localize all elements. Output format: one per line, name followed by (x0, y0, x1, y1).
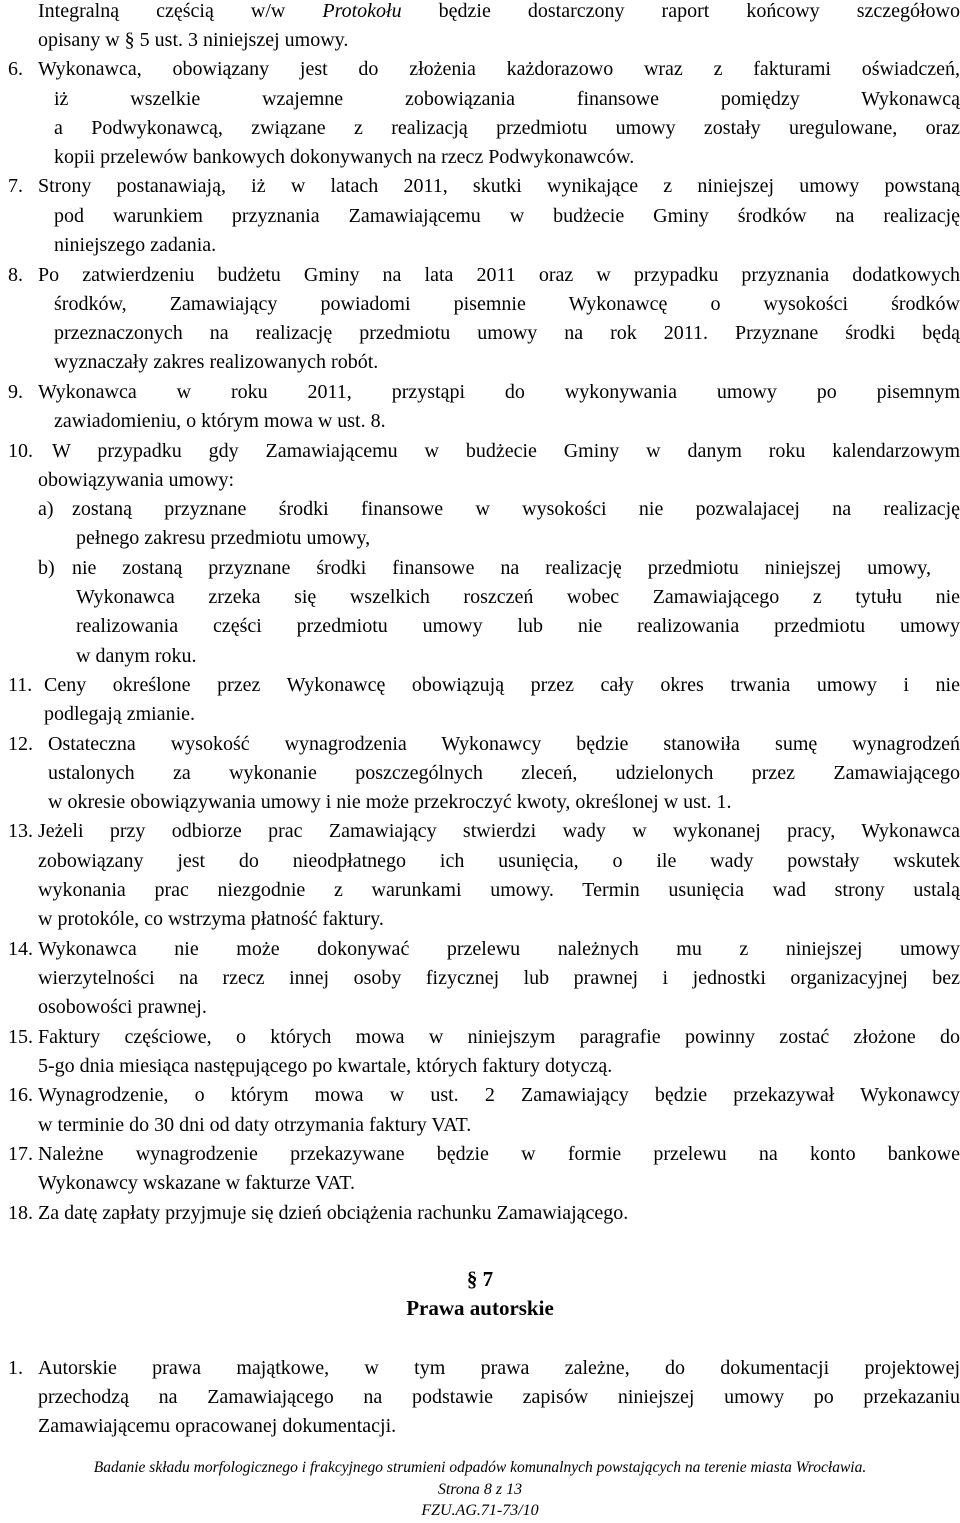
item-number: 14. (8, 938, 33, 960)
item-line: pod warunkiem przyznania Zamawiającemu w budżecie Gminy środków na realizację (54, 205, 960, 227)
item-number: 10. (8, 440, 33, 462)
continuation-line: opisany w § 5 ust. 3 niniejszej umowy. (38, 29, 349, 51)
item-line: Wykonawca w roku 2011, przystąpi do wykonywania umowy po pisemnym (38, 381, 960, 403)
item-line: obowiązywania umowy: (38, 469, 235, 491)
item-line: przechodzą na Zamawiającego na podstawie zapisów niniejszej umowy po przekazaniu (38, 1386, 960, 1408)
item-line: Ceny określone przez Wykonawcę obowiązują przez cały okres trwania umowy i nie (44, 674, 960, 696)
section-number: § 7 (466, 1267, 494, 1291)
footer-reference: FZU.AG.71-73/10 (421, 1502, 539, 1519)
sub-item-line: Wykonawca zrzeka się wszelkich roszczeń wobec Zamawiającego z tytułu nie (76, 586, 960, 608)
item-line: podlegają zmianie. (44, 703, 196, 725)
item-number: 13. (8, 820, 33, 842)
item-number: 18. (8, 1202, 33, 1224)
item-line: kopii przelewów bankowych dokonywanych na rzecz Podwykonawców. (54, 146, 635, 168)
item-line: wykonania prac niezgodnie z warunkami umowy. Termin usunięcia wad strony ustalą (38, 879, 960, 901)
footer-title: Badanie składu morfologicznego i frakcyjnego strumieni odpadów komunalnych powstających na terenie miasta Wrocławia. (93, 1459, 867, 1476)
sub-item-line: realizowania części przedmiotu umowy lub nie realizowania przedmiotu umowy (76, 615, 960, 637)
item-line: niniejszego zadania. (54, 234, 217, 256)
item-number: 11. (8, 674, 33, 696)
item-number: 17. (8, 1143, 33, 1165)
item-line: środków, Zamawiający powiadomi pisemnie Wykonawcę o wysokości środków (54, 293, 960, 315)
sub-item-label: b) (38, 557, 55, 579)
item-line: zobowiązany jest do nieodpłatnego ich usunięcia, o ile wady powstały wskutek (38, 850, 960, 872)
item-line: w protokóle, co wstrzyma płatność faktury. (38, 908, 384, 930)
item-line: 5-go dnia miesiąca następującego po kwartale, których faktury dotyczą. (38, 1055, 613, 1077)
item-line: wierzytelności na rzecz innej osoby fizycznej lub prawnej i jednostki organizacyjnej bez (38, 967, 960, 989)
item-number: 9. (8, 381, 23, 403)
item-line: iż wszelkie wzajemne zobowiązania finansowe pomiędzy Wykonawcą (54, 88, 960, 110)
item-line: Wynagrodzenie, o którym mowa w ust. 2 Zamawiający będzie przekazywał Wykonawcy (38, 1084, 960, 1106)
item-line: przeznaczonych na realizację przedmiotu umowy na rok 2011. Przyznane środki będą (54, 322, 960, 344)
item-line: Jeżeli przy odbiorze prac Zamawiający stwierdzi wady w wykonanej pracy, Wykonawca (38, 820, 960, 842)
sub-item-label: a) (38, 498, 54, 520)
item-line: w okresie obowiązywania umowy i nie może przekroczyć kwoty, określonej w ust. 1. (48, 791, 732, 813)
item-line: zawiadomieniu, o którym mowa w ust. 8. (54, 410, 386, 432)
item-line: Za datę zapłaty przyjmuje się dzień obciążenia rachunku Zamawiającego. (38, 1202, 629, 1224)
continuation-line: Integralną częścią w/w Protokołu będzie dostarczony raport końcowy szczegółowo (38, 0, 960, 22)
sub-item-line: nie zostaną przyznane środki finansowe na realizację przedmiotu niniejszej umowy, (72, 557, 931, 579)
item-line: Po zatwierdzeniu budżetu Gminy na lata 2011 oraz w przypadku przyznania dodatkowych (38, 264, 960, 286)
item-line: W przypadku gdy Zamawiającemu w budżecie Gminy w danym roku kalendarzowym (52, 440, 960, 462)
item-line: a Podwykonawcą, związane z realizacją przedmiotu umowy zostały uregulowane, oraz (54, 117, 960, 139)
item-line: Należne wynagrodzenie przekazywane będzie w formie przelewu na konto bankowe (38, 1143, 960, 1165)
item-line: osobowości prawnej. (38, 996, 207, 1018)
item-line: Strony postanawiają, iż w latach 2011, skutki wynikające z niniejszej umowy powstaną (38, 175, 960, 197)
item-number: 15. (8, 1026, 33, 1048)
item-line: Zamawiającemu opracowanej dokumentacji. (38, 1415, 397, 1437)
item-line: Wykonawca, obowiązany jest do złożenia każdorazowo wraz z fakturami oświadczeń, (38, 58, 960, 80)
footer-page-number: Strona 8 z 13 (437, 1481, 523, 1498)
sub-item-line: pełnego zakresu przedmiotu umowy, (76, 527, 371, 549)
item-number: 1. (8, 1357, 23, 1379)
item-line: ustalonych za wykonanie poszczególnych zleceń, udzielonych przez Zamawiającego (48, 762, 960, 784)
item-line: Wykonawcy wskazane w fakturze VAT. (38, 1172, 356, 1194)
sub-item-line: zostaną przyznane środki finansowe w wysokości nie pozwalajacej na realizację (72, 498, 960, 520)
item-number: 16. (8, 1084, 33, 1106)
item-number: 6. (8, 58, 23, 80)
item-line: w terminie do 30 dni od daty otrzymania faktury VAT. (38, 1114, 472, 1136)
item-number: 12. (8, 733, 33, 755)
section-title: Prawa autorskie (406, 1296, 554, 1320)
item-line: Ostateczna wysokość wynagrodzenia Wykonawcy będzie stanowiła sumę wynagrodzeń (48, 733, 960, 755)
item-line: Faktury częściowe, o których mowa w niniejszym paragrafie powinny zostać złożone do (38, 1026, 960, 1048)
item-line: Wykonawca nie może dokonywać przelewu należnych mu z niniejszej umowy (38, 938, 960, 960)
item-line: Autorskie prawa majątkowe, w tym prawa zależne, do dokumentacji projektowej (38, 1357, 960, 1379)
item-number: 8. (8, 264, 23, 286)
item-number: 7. (8, 175, 23, 197)
item-line: wyznaczały zakres realizowanych robót. (54, 351, 379, 373)
sub-item-line: w danym roku. (76, 645, 197, 667)
